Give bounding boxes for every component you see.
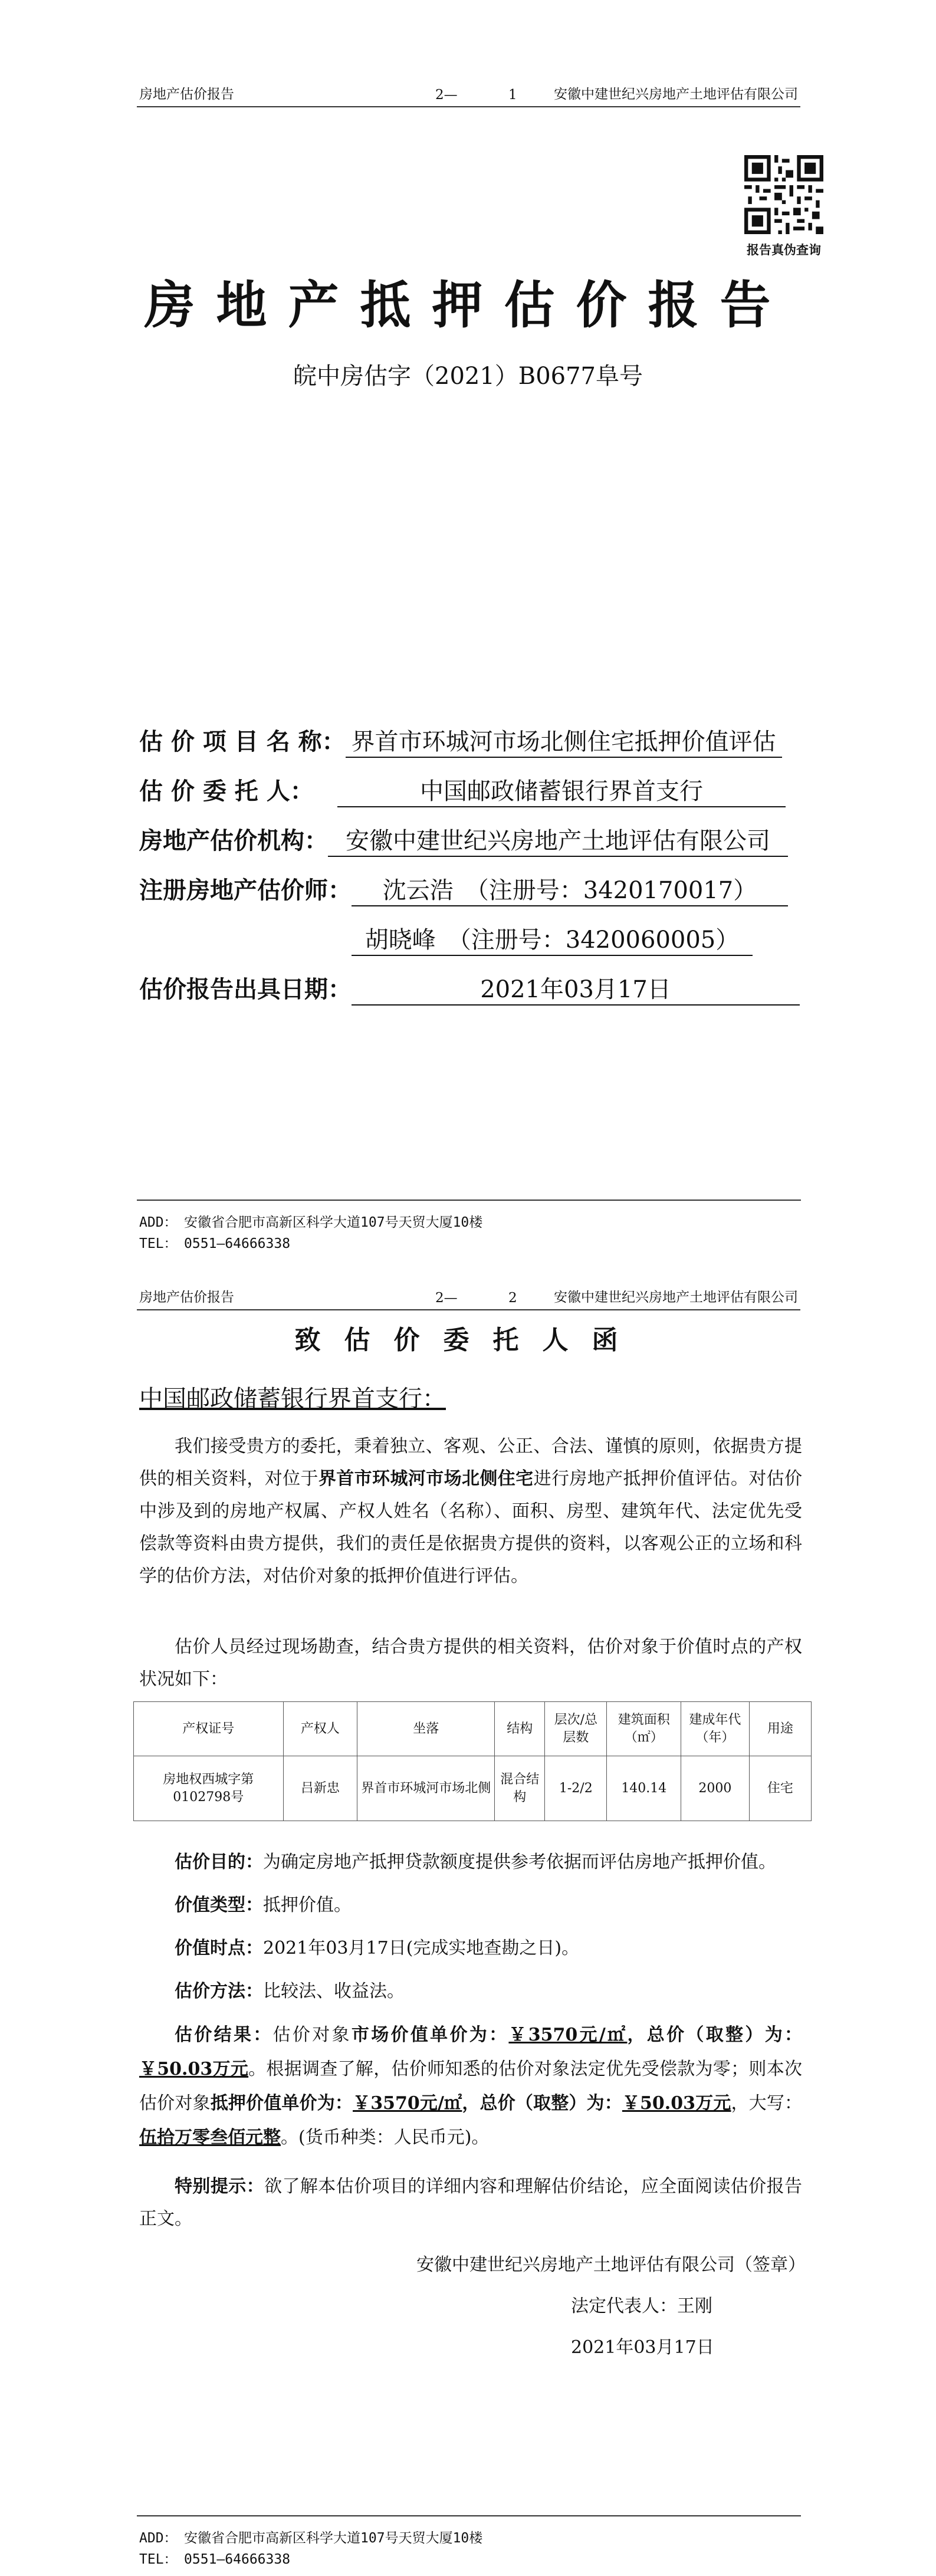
th-year: 建成年代（年） bbox=[681, 1702, 750, 1756]
time-label: 价值时点： bbox=[175, 1938, 263, 1959]
header-page-number: 2 bbox=[508, 1290, 517, 1306]
appraiser-row-2 bbox=[352, 921, 753, 956]
result-paragraph bbox=[139, 2018, 802, 2155]
td-cert: 房地权西城字第0102798号 bbox=[134, 1756, 284, 1821]
qr-code-icon[interactable] bbox=[744, 155, 823, 234]
page-header bbox=[137, 1286, 800, 1310]
footer-divider bbox=[137, 2515, 801, 2516]
appraiser-label: 注册房地产估价师： bbox=[139, 876, 352, 904]
td-location: 界首市环城河市场北侧 bbox=[357, 1756, 495, 1821]
td-structure: 混合结构 bbox=[495, 1756, 545, 1821]
time-line bbox=[139, 1932, 802, 1964]
agency-row bbox=[139, 822, 788, 857]
market-unit-label: 市场价值单价为： bbox=[351, 2025, 509, 2045]
purpose-line bbox=[139, 1846, 802, 1878]
table-row bbox=[134, 1756, 812, 1821]
property-location: 界首市环城河市场北侧住宅 bbox=[318, 1468, 534, 1489]
footer-divider bbox=[137, 1200, 801, 1201]
property-table bbox=[133, 1701, 812, 1821]
result-text: ，大写： bbox=[731, 2093, 803, 2114]
mortgage-total-label: ，总价（取整）为： bbox=[462, 2093, 622, 2114]
th-cert: 产权证号 bbox=[134, 1702, 284, 1756]
header-page-number: 1 bbox=[508, 87, 517, 103]
survey-paragraph: 估价人员经过现场勘查，结合贵方提供的相关资料，估价对象于价值时点的产权状况如下： bbox=[139, 1637, 802, 1690]
header-right: 安徽中建世纪兴房地产土地评估有限公司 bbox=[554, 1290, 798, 1305]
method-label: 估价方法： bbox=[175, 1981, 263, 2002]
cover-page bbox=[0, 0, 936, 1262]
result-text: 。(货币种类：人民币元)。 bbox=[281, 2127, 490, 2148]
method-value: 比较法、收益法。 bbox=[263, 1981, 405, 2002]
th-structure: 结构 bbox=[495, 1702, 545, 1756]
header-page-prefix: 2— bbox=[435, 87, 458, 103]
intro-text-a: 我们接受贵方的委托，秉着独立、客观、公正、合法、谨慎的原则，依据贵方提供的相关资料，对位于 bbox=[139, 1436, 802, 1489]
purpose-label: 估价目的： bbox=[175, 1852, 263, 1872]
td-owner: 吕新忠 bbox=[283, 1756, 357, 1821]
mortgage-unit-label: 抵押价值单价为： bbox=[210, 2093, 353, 2114]
header-left: 房地产估价报告 bbox=[139, 1290, 234, 1305]
qr-caption: 报告真伪查询 bbox=[747, 243, 821, 257]
th-area: 建筑面积（㎡） bbox=[607, 1702, 681, 1756]
note-label: 特别提示： bbox=[175, 2176, 265, 2197]
intro-text-b: 进行房地产抵押价值评估。对估价中涉及到的房地产权属、产权人姓名（名称）、面积、房型、建筑年代、法定优先受偿款等资料由贵方提供，我们的责任是依据贵方提供的资料，以客观公正的立场和科学的估价方法，对估价对象的抵押价值进行评估。 bbox=[139, 1468, 803, 1586]
footer-phone: TEL： 0551—64666338 bbox=[139, 2552, 291, 2567]
page-header bbox=[137, 83, 800, 107]
project-label: 估 价 项 目 名 称： bbox=[139, 728, 346, 755]
mortgage-unit-price: ￥3570元/㎡ bbox=[353, 2093, 462, 2114]
td-area: 140.14 bbox=[607, 1756, 681, 1821]
td-year: 2000 bbox=[681, 1756, 750, 1821]
signature-date: 2021年03月17日 bbox=[571, 2337, 714, 2358]
type-value: 抵押价值。 bbox=[263, 1895, 352, 1915]
footer-address: ADD： 安徽省合肥市高新区科学大道107号天贸大厦10楼 bbox=[139, 1215, 483, 1230]
legal-representative: 法定代表人：王刚 bbox=[571, 2296, 712, 2317]
client-value: 中国邮政储蓄银行界首支行 bbox=[337, 773, 786, 807]
document-number: 皖中房估字（2021）B0677阜号 bbox=[293, 363, 643, 390]
appraiser-1: 沈云浩 （注册号：3420170017） bbox=[352, 872, 788, 906]
th-use: 用途 bbox=[749, 1702, 811, 1756]
footer-address: ADD： 安徽省合肥市高新区科学大道107号天贸大厦10楼 bbox=[139, 2531, 483, 2546]
appraiser-row bbox=[139, 872, 788, 906]
signature-company: 安徽中建世纪兴房地产土地评估有限公司（签章） bbox=[416, 2255, 806, 2275]
td-floor: 1-2/2 bbox=[545, 1756, 607, 1821]
th-owner: 产权人 bbox=[283, 1702, 357, 1756]
header-left: 房地产估价报告 bbox=[139, 87, 234, 102]
purpose-value: 为确定房地产抵押贷款额度提供参考依据而评估房地产抵押价值。 bbox=[263, 1852, 776, 1872]
project-value: 界首市环城河市场北侧住宅抵押价值评估 bbox=[346, 723, 782, 758]
agency-label: 房地产估价机构： bbox=[139, 827, 328, 855]
note-paragraph bbox=[139, 2170, 802, 2235]
agency-value: 安徽中建世纪兴房地产土地评估有限公司 bbox=[328, 822, 788, 857]
mortgage-total-price: ￥50.03万元 bbox=[622, 2093, 731, 2114]
appraiser-2: 胡晓峰 （注册号：3420060005） bbox=[352, 921, 753, 956]
time-value: 2021年03月17日(完成实地查勘之日)。 bbox=[263, 1938, 580, 1959]
intro-paragraph bbox=[139, 1430, 802, 1592]
market-total-label: ，总价（取整）为： bbox=[627, 2025, 803, 2045]
header-right: 安徽中建世纪兴房地产土地评估有限公司 bbox=[554, 87, 798, 102]
header-page-prefix: 2— bbox=[435, 1290, 458, 1306]
project-row bbox=[139, 723, 782, 758]
result-label: 估价结果： bbox=[175, 2025, 273, 2045]
amount-in-words: 伍拾万零叁佰元整 bbox=[139, 2127, 281, 2148]
result-text: 估价对象 bbox=[272, 2025, 352, 2045]
date-label: 估价报告出具日期： bbox=[139, 975, 352, 1003]
market-unit-price: ￥3570元/㎡ bbox=[508, 2025, 628, 2045]
date-row bbox=[139, 971, 800, 1006]
report-title: 房地产抵押估价报告 bbox=[144, 275, 792, 335]
type-line bbox=[139, 1889, 802, 1921]
td-use: 住宅 bbox=[749, 1756, 811, 1821]
letter-title: 致估价委托人函 bbox=[294, 1325, 642, 1355]
client-row bbox=[139, 773, 786, 807]
method-line bbox=[139, 1975, 802, 2007]
th-location: 坐落 bbox=[357, 1702, 495, 1756]
market-total-price: ￥50.03万元 bbox=[139, 2059, 249, 2079]
client-label: 估 价 委 托 人： bbox=[139, 777, 314, 805]
note-text: 欲了解本估价项目的详细内容和理解估价结论，应全面阅读估价报告正文。 bbox=[139, 2176, 803, 2229]
th-floor: 层次/总层数 bbox=[545, 1702, 607, 1756]
type-label: 价值类型： bbox=[175, 1895, 263, 1915]
date-value: 2021年03月17日 bbox=[352, 971, 800, 1006]
footer-phone: TEL： 0551—64666338 bbox=[139, 1236, 291, 1251]
result-text: 。根据调查了解，估价师知悉的估价对象法定优先受偿款为零；则本次估价对象 bbox=[139, 2059, 802, 2114]
letter-addressee: 中国邮政储蓄银行界首支行： bbox=[139, 1385, 446, 1412]
table-header-row bbox=[134, 1702, 812, 1756]
